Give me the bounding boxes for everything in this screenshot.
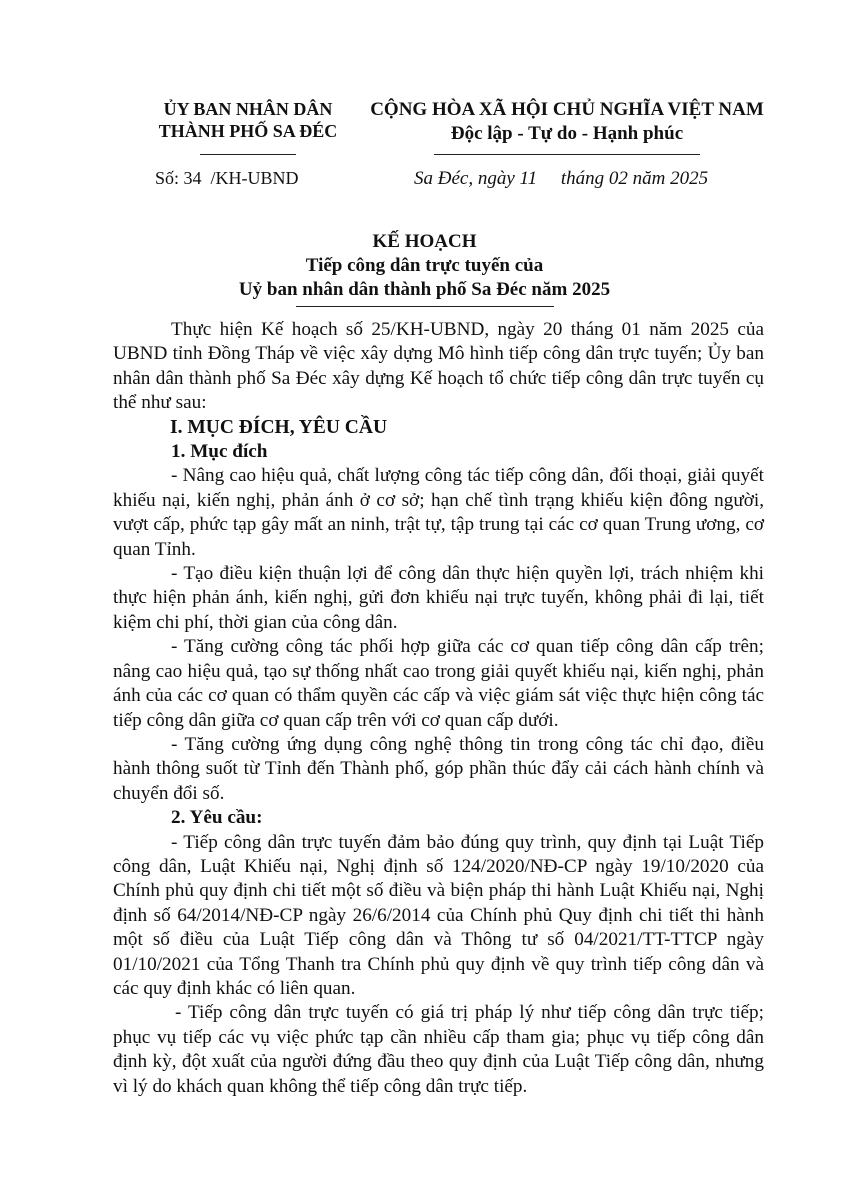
document-number: Số: 34 /KH-UBND [155, 168, 299, 188]
document-type: KẾ HOẠCH [372, 231, 477, 252]
purpose-item: - Nâng cao hiệu quả, chất lượng công tác tiếp công dân, đối thoại, giải quyết khiếu nại, kiến nghị, phản ánh ở cơ sở; hạn chế tình trạng khiếu kiện đông người, vượt cấp, phức tạp gây mất an ninh, trật tự, tập trung tại các cơ quan Trung ương, cơ quan Tỉnh. [113, 465, 764, 560]
purpose-item: - Tăng cường ứng dụng công nghệ thông tin trong công tác chỉ đạo, điều hành thông suốt từ Tỉnh đến Thành phố, góp phần thúc đẩy cải cách hành chính và chuyển đổi số. [113, 733, 764, 804]
intro-paragraph: Thực hiện Kế hoạch số 25/KH-UBND, ngày 20 tháng 01 năm 2025 của UBND tỉnh Đồng Tháp về việc xây dựng Mô hình tiếp công dân trực tuyến; Ủy ban nhân dân thành phố Sa Đéc xây dựng Kế hoạch tổ chức tiếp công dân trực tuyến cụ thể như sau: [113, 319, 764, 414]
document-subject-line1: Tiếp công dân trực tuyến của [305, 255, 544, 276]
title-underline [296, 306, 554, 307]
agency-name-line1: ỦY BAN NHÂN DÂN [163, 99, 333, 119]
requirement-item: - Tiếp công dân trực tuyến có giá trị pháp lý như tiếp công dân trực tiếp; phục vụ tiếp các vụ việc phức tạp cần nhiều cấp tham gia; phục vụ tiếp công dân định kỳ, đột xuất của người đứng đầu theo quy định của Luật Tiếp công dân, nhưng vì lý do khách quan không thể tiếp công dân trực tiếp. [113, 1002, 764, 1097]
national-motto-block [352, 98, 782, 155]
place-and-date: Sa Đéc, ngày 11 tháng 02 năm 2025 [414, 168, 709, 189]
nation-name: CỘNG HÒA XÃ HỘI CHỦ NGHĨA VIỆT NAM [370, 99, 764, 120]
purpose-item: - Tạo điều kiện thuận lợi để công dân thực hiện quyền lợi, trách nhiệm khi thực hiện phản ánh, kiến nghị, gửi đơn khiếu nại trực tuyến, không phải đi lại, tiết kiệm chi phí, thời gian của công dân. [113, 563, 764, 633]
agency-name-line2: THÀNH PHỐ SA ĐÉC [158, 121, 338, 141]
motto-underline [434, 154, 700, 155]
document-subject-line2: Uỷ ban nhân dân thành phố Sa Đéc năm 2025 [238, 279, 611, 300]
document-body [113, 318, 764, 1099]
motto: Độc lập - Tự do - Hạnh phúc [450, 123, 684, 144]
agency-underline [200, 154, 296, 155]
requirement-item: - Tiếp công dân trực tuyến đảm bảo đúng quy trình, quy định tại Luật Tiếp công dân, Luật Khiếu nại, Nghị định số 124/2020/NĐ-CP ngày 19/10/2020 của Chính phủ quy định chi tiết một số điều và biện pháp thi hành Luật Khiếu nại, Nghị định số 64/2014/NĐ-CP ngày 26/6/2014 của Chính phủ Quy định chi tiết thi hành một số điều của Luật Tiếp công dân và Thông tư số 04/2021/TT-TTCP ngày 01/10/2021 của Tổng Thanh tra Chính phủ quy định về quy trình tiếp công dân và các quy định khác có liên quan. [113, 831, 764, 999]
document-title-block [0, 230, 849, 307]
section-heading: I. MỤC ĐÍCH, YÊU CẦU [170, 416, 388, 438]
subsection-heading: 1. Mục đích [171, 441, 268, 463]
subsection-heading: 2. Yêu cầu: [171, 807, 263, 829]
issuing-agency-block [118, 98, 378, 155]
purpose-item: - Tăng cường công tác phối hợp giữa các cơ quan tiếp công dân cấp trên; nâng cao hiệu quả, tạo sự thống nhất cao trong giải quyết khiếu nại, kiến nghị, phản ánh của các cơ quan có thẩm quyền các cấp và việc giám sát việc thực hiện công tác tiếp công dân giữa cơ quan cấp trên với cơ quan cấp dưới. [113, 636, 764, 731]
